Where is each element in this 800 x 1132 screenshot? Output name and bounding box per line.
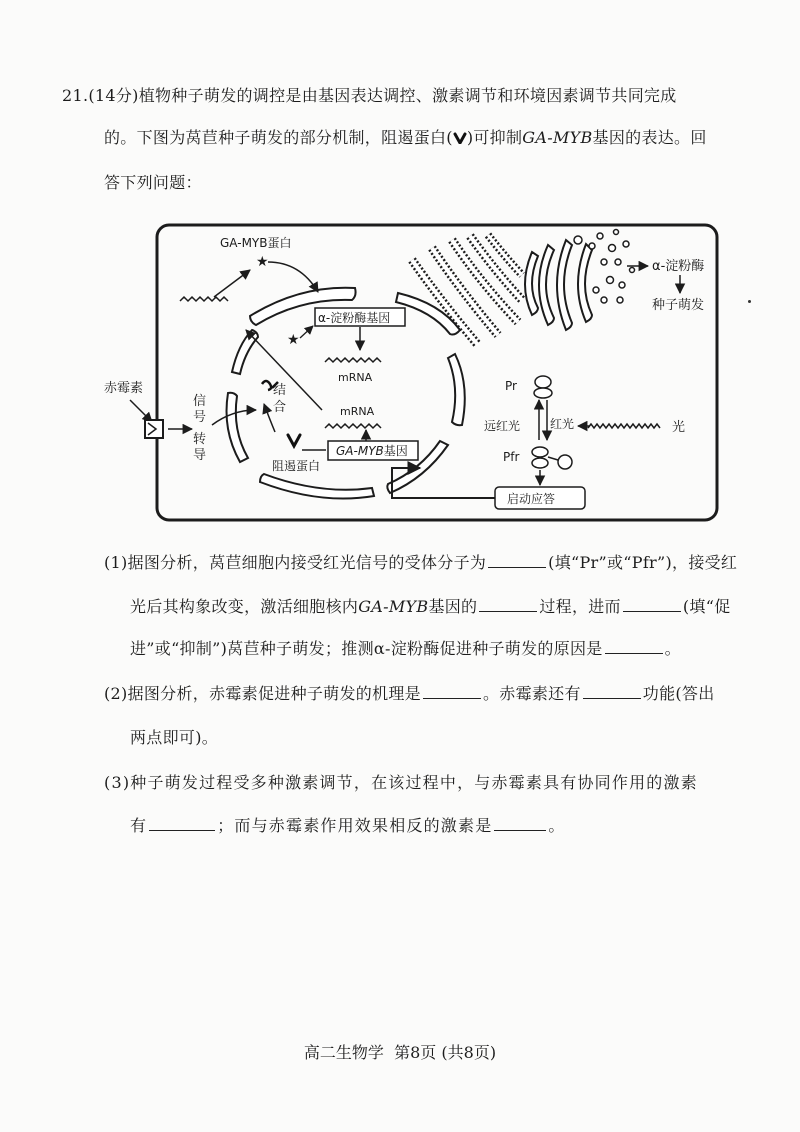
part1-line-3 bbox=[130, 638, 760, 660]
star-icon-nucleus: ★ bbox=[287, 332, 300, 348]
red-label: 红光 bbox=[550, 417, 575, 431]
signal-char-4: 导 bbox=[193, 448, 207, 463]
part1-l2c: 过程，进而 bbox=[539, 597, 621, 616]
ga-myb-protein-label: GA-MYB蛋白 bbox=[220, 236, 292, 250]
answer-blank-2[interactable] bbox=[479, 597, 537, 612]
part1-line-1 bbox=[104, 552, 760, 574]
part2-line-1 bbox=[104, 683, 760, 705]
ga-myb-gene-label bbox=[336, 444, 408, 458]
footer-subject: 高二生物学 bbox=[303, 1043, 384, 1062]
part3-l2b: ；而与赤霉素作用效果相反的激素是 bbox=[217, 816, 493, 835]
answer-blank-3[interactable] bbox=[623, 597, 681, 612]
response-label: 启动应答 bbox=[507, 492, 556, 506]
ga-myb-gene-suffix: 基因 bbox=[383, 444, 408, 458]
intro-2b: )可抑制 bbox=[466, 128, 523, 147]
page-footer bbox=[0, 1040, 800, 1063]
mrna-wave-bottom bbox=[325, 424, 381, 428]
signal-char-2: 号 bbox=[193, 410, 207, 425]
pfr-phytochrome-icon bbox=[532, 447, 572, 469]
repressor-label: 阻遏蛋白 bbox=[272, 459, 321, 473]
translation-arrow bbox=[214, 270, 250, 297]
part1-l3a: 进”或“抑制”)莴苣种子萌发；推测α-淀粉酶促进种子萌发的原因是 bbox=[130, 639, 603, 658]
part2-line-2: 两点即可)。 bbox=[130, 728, 219, 747]
pr-label: Pr bbox=[505, 379, 517, 393]
signal-char-1: 信 bbox=[193, 394, 207, 409]
golgi-apparatus bbox=[525, 240, 592, 330]
footer-total: (共8页) bbox=[441, 1043, 497, 1062]
question-points: (14分) bbox=[88, 86, 139, 105]
mrna-bottom-label: mRNA bbox=[340, 405, 375, 418]
light-wave bbox=[588, 424, 660, 428]
repressor-symbol-icon bbox=[288, 435, 300, 446]
answer-blank-5[interactable] bbox=[423, 684, 481, 699]
part3-line-2 bbox=[130, 815, 760, 837]
intro-gene: GA-MYB bbox=[522, 128, 593, 147]
receptor-icon bbox=[145, 420, 163, 438]
footer-page: 第8页 bbox=[394, 1043, 437, 1062]
protein-arrow bbox=[268, 262, 318, 292]
mrna-wave-top bbox=[325, 358, 381, 362]
star-to-gene-arrow bbox=[300, 326, 313, 338]
question-intro-line-3: 答下列问题： bbox=[104, 173, 202, 192]
seed-germination-diagram bbox=[0, 0, 800, 560]
bind-char-1: 结 bbox=[273, 383, 287, 398]
part2-l1c: 功能(答出 bbox=[642, 684, 715, 703]
question-number: 21. bbox=[62, 86, 89, 105]
amylase-gene-label: α-淀粉酶基因 bbox=[318, 311, 391, 325]
part3-l2c: 。 bbox=[548, 816, 566, 835]
light-label: 光 bbox=[672, 420, 686, 435]
endoplasmic-reticulum bbox=[412, 235, 522, 345]
answer-blank-4[interactable] bbox=[605, 639, 663, 654]
part1-l1a: (1)据图分析，莴苣细胞内接受红光信号的受体分子为 bbox=[104, 553, 487, 572]
answer-blank-7[interactable] bbox=[149, 816, 215, 831]
part1-l2b: 基因的 bbox=[428, 597, 478, 616]
answer-blank-1[interactable] bbox=[488, 553, 546, 568]
part2-l1b: 。赤霉素还有 bbox=[482, 684, 581, 703]
intro-2a: 的。下图为莴苣种子萌发的部分机制，阻遏蛋白( bbox=[104, 128, 453, 147]
ga-myb-gene-italic: GA-MYB bbox=[336, 444, 384, 458]
mrna-top-label: mRNA bbox=[338, 371, 373, 384]
question-intro-text-1: 植物种子萌发的调控是由基因表达调控、激素调节和环境因素调节共同完成 bbox=[138, 86, 677, 105]
pfr-label: Pfr bbox=[503, 450, 520, 464]
export-arrow bbox=[246, 330, 322, 410]
part3-l2a: 有 bbox=[130, 816, 148, 835]
part1-line-2 bbox=[130, 596, 760, 618]
part3-line-1: (3)种子萌发过程受多种激素调节，在该过程中，与赤霉素具有协同作用的激素 bbox=[104, 773, 698, 792]
part1-l3b: 。 bbox=[664, 639, 681, 658]
germination-label: 种子萌发 bbox=[652, 298, 705, 313]
signal-char-3: 转 bbox=[193, 432, 207, 447]
gibberellin-label: 赤霉素 bbox=[104, 381, 144, 396]
mrna-wave-cytoplasm bbox=[180, 297, 228, 301]
intro-2c: 基因的表达。回 bbox=[592, 128, 707, 147]
part1-l1b: (填“Pr”或“Pfr”)，接受红 bbox=[548, 553, 738, 572]
part2-l1a: (2)据图分析，赤霉素促进种子萌发的机理是 bbox=[104, 684, 421, 703]
far-red-label: 远红光 bbox=[484, 419, 521, 433]
amylase-label: α-淀粉酶 bbox=[652, 259, 705, 274]
answer-blank-6[interactable] bbox=[583, 684, 641, 699]
bind-char-2: 合 bbox=[273, 400, 287, 415]
part1-gene: GA-MYB bbox=[358, 597, 429, 616]
pr-phytochrome-icon bbox=[534, 376, 552, 398]
scan-speck bbox=[748, 300, 751, 303]
star-icon: ★ bbox=[256, 254, 269, 270]
part1-l2d: (填“促 bbox=[682, 597, 731, 616]
gibberellin-arrow bbox=[130, 400, 152, 422]
answer-blank-8[interactable] bbox=[494, 816, 546, 831]
part1-l2a: 光后其构象改变，激活细胞核内 bbox=[130, 597, 359, 616]
